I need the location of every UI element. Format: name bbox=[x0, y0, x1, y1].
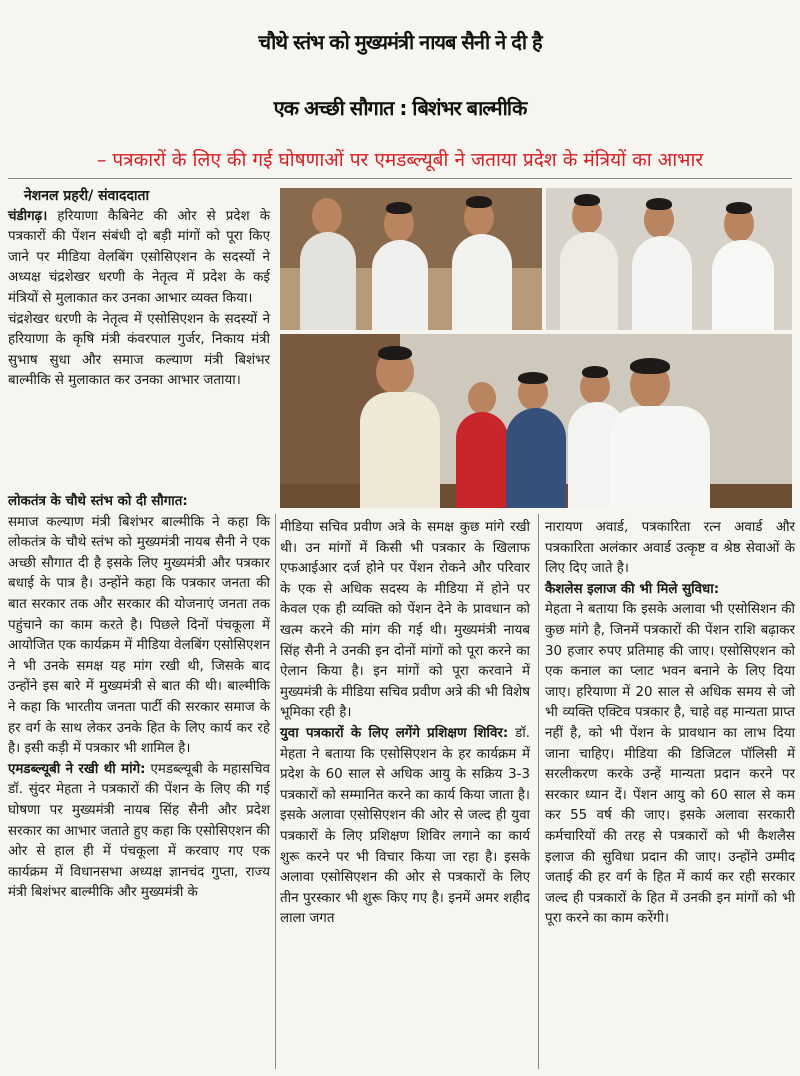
section-heading-fourth-pillar: लोकतंत्र के चौथे स्तंभ को दी सौगात: bbox=[8, 494, 188, 509]
subheadline: – पत्रकारों के लिए की गई घोषणाओं पर एमडब्ल्यूबी ने जताया प्रदेश के मंत्रियों का आभार bbox=[96, 149, 704, 171]
paragraph-training-camps bbox=[280, 724, 530, 930]
column-3 bbox=[545, 518, 795, 930]
column-1 bbox=[8, 492, 270, 904]
section-body-training-camps: डॉ. मेहता ने बताया कि एसोसिएशन के हर कार्यक्रम में प्रदेश के 60 साल से अधिक आयु के सक्रिय 3-3 पत्रकारों को सम्मानित करने का कार्य किया जाता है। इसके अलावा एसोसिएशन की ओर से जल्द ही युवा पत्रकारों के लिए प्रशिक्षण शिविर लगाने का कार्य शुरू करने पर भी विचार किया जा रहा है। इसके अलावा एसोसिएशन की ओर से पत्रकारों के लिए तीन पुरस्कार भी शुरू किए गए है। इनमें अमर शहीद लाला जगत bbox=[280, 725, 530, 927]
top-rule bbox=[8, 178, 792, 179]
byline: नेशनल प्रहरी/ संवाददाता bbox=[24, 188, 150, 204]
section-heading-training-camps: युवा पत्रकारों के लिए लगेंगे प्रशिक्षण शिविर: bbox=[280, 725, 509, 741]
intro-paragraph-1 bbox=[8, 207, 270, 310]
section-body-fourth-pillar: समाज कल्याण मंत्री बिशंभर बाल्मीकि ने कहा कि लोकतंत्र के चौथे स्तंभ को मुख्यमंत्री नायब सैनी ने एक अच्छी सौगात दी है इसके लिए मुख्यमंत्री और पत्रकार बधाई के पात्र है। उन्होंने कहा कि पत्रकार जनता की बात सरकार तक और सरकार की योजनाएं जनता तक पहुंचाने का काम करते है। पिछले दिनों पंचकूला में आयोजित एक कार्यक्रम में मीडिया वेलबिंग एसोसिएशन ने भी उनके समक्ष यह मांग रखी थी, जिसके बाद उन्होंने इस बारे में मुख्यमंत्री से बात की थी। बाल्मीकि ने कहा कि भारतीय जनता पार्टी की सरकार समाज के हर वर्ग के साथ लेकर उनके हित के लिए कार्य कर रहे है। इसी कड़ी में पत्रकार भी शामिल है। bbox=[8, 514, 270, 757]
section-body-mwb-demands-cont: मीडिया सचिव प्रवीण अत्रे के समक्ष कुछ मांगे रखी थी। उन मांगों में किसी भी पत्रकार के खिलाफ एफआईआर दर्ज होने पर पेंशन रोकने और परिवार के एक से अधिक सदस्य के मीडिया में होने पर केवल एक ही व्यक्ति को पेंशन देने के प्रावधान को खत्म करने की मांग की गई थी। मुख्यमंत्री नायब सिंह सैनी ने उनकी इन दोनों मांगों को पूरा करने का ऐलान किया है। इन मांगों को पूरा करवाने में मुख्यमंत्री के मीडिया सचिव प्रवीण अत्रे की भी विशेष भूमिका रही है। bbox=[280, 520, 530, 721]
headline-line-1: चौथे स्तंभ को मुख्यमंत्री नायब सैनी ने दी है bbox=[258, 30, 542, 54]
column-divider-1 bbox=[275, 514, 276, 1069]
paragraph-mwb-demands bbox=[8, 760, 270, 904]
intro-text-1: हरियाणा कैबिनेट की ओर से प्रदेश के पत्रकारों की पेंशन संबंधी दो बड़ी मांगों को पूरा किए जाने पर मीडिया वेलबिंग एसोसिएशन के सदस्यों ने अध्यक्ष चंद्रशेखर धरणी के नेतृत्व में प्रदेश के कई मंत्रियों से मुलाकात कर उनका आभार व्यक्त किया। bbox=[8, 208, 270, 306]
photo-meeting-2 bbox=[546, 188, 792, 330]
section-body-cashless: मेहता ने बताया कि इसके अलावा भी एसोसिशन की कुछ मांगे है, जिनमें पत्रकारों की पेंशन राशि बढ़ाकर 30 हजार रुपए प्रतिमाह की जाए। एसोसिएशन को एक कनाल का प्लाट भवन बनाने के लिए दिया जाए। हरियाणा में 20 साल से अधिक समय से जो भी व्यक्ति एक्टिव पत्रकार है, चाहे वह मान्यता प्राप्त नहीं है, को भी पेंशन के प्रावधान का लाभ दिया जाना चाहिए। मीडिया की डिजिटल पॉलिसी में सरलीकरण करके उन्हें मान्यता प्रदान करने पर सरकार ध्यान दें। पेंशन आयु को 60 साल से कम कर 55 वर्ष की जाए। इसके अलावा सरकारी कर्मचारियों की तरह से पत्रकारों को भी कैशलैस इलाज की सुविधा प्रदान की जाए। उन्होंने उम्मीद जताई की हर वर्ग के हित में कार्य कर रही सरकार जल्द ही पत्रकारों के हित में उनकी इन मांगों को भी पूरा करने का काम करेंगी। bbox=[545, 602, 795, 927]
section-body-mwb-demands: एमडब्ल्यूबी के महासचिव डॉ. सुंदर मेहता ने पत्रकारों की पेंशन के लिए की गई घोषणा पर मुख्यमंत्री नायब सिंह सैनी और प्रदेश सरकार का आभार जताते हुए कहा कि एसोसिएशन की ओर से हाल ही में पंचकूला में करवाए गए एक कार्यक्रम में विधानसभा अध्यक्ष ज्ञानचंद गुप्ता, राज्य मंत्री बिशंभर बाल्मीकि और मुख्यमंत्री के bbox=[8, 761, 270, 901]
dateline: चंडीगढ़। bbox=[8, 208, 48, 224]
column-divider-2 bbox=[538, 514, 539, 1069]
section-body-training-camps-cont: नारायण अवार्ड, पत्रकारिता रत्न अवार्ड और पत्रकारिता अलंकार अवार्ड उत्कृष्ट व श्रेष्ठ सेवाओं के लिए दिए जाते है। bbox=[545, 520, 795, 577]
intro-column bbox=[8, 186, 270, 392]
section-heading-cashless: कैशलेस इलाज की भी मिले सुविधा: bbox=[545, 581, 720, 597]
intro-paragraph-2: चंद्रशेखर धरणी के नेतृत्व में एसोसिएशन के सदस्यों ने हरियाणा के कृषि मंत्री कंवरपाल गुर्जर, निकाय मंत्री सुभाष सुधा और समाज कल्याण मंत्री बिशंभर बाल्मीकि से मुलाकात कर उनका आभार जताया। bbox=[8, 311, 270, 389]
column-2 bbox=[280, 518, 530, 930]
headline-line-2: एक अच्छी सौगात : बिशंभर बाल्मीकि bbox=[273, 96, 527, 120]
photo-meeting-1 bbox=[280, 188, 542, 330]
section-heading-mwb-demands: एमडब्ल्यूबी ने रखी थी मांगे: bbox=[8, 761, 146, 777]
photo-meeting-3 bbox=[280, 334, 792, 508]
